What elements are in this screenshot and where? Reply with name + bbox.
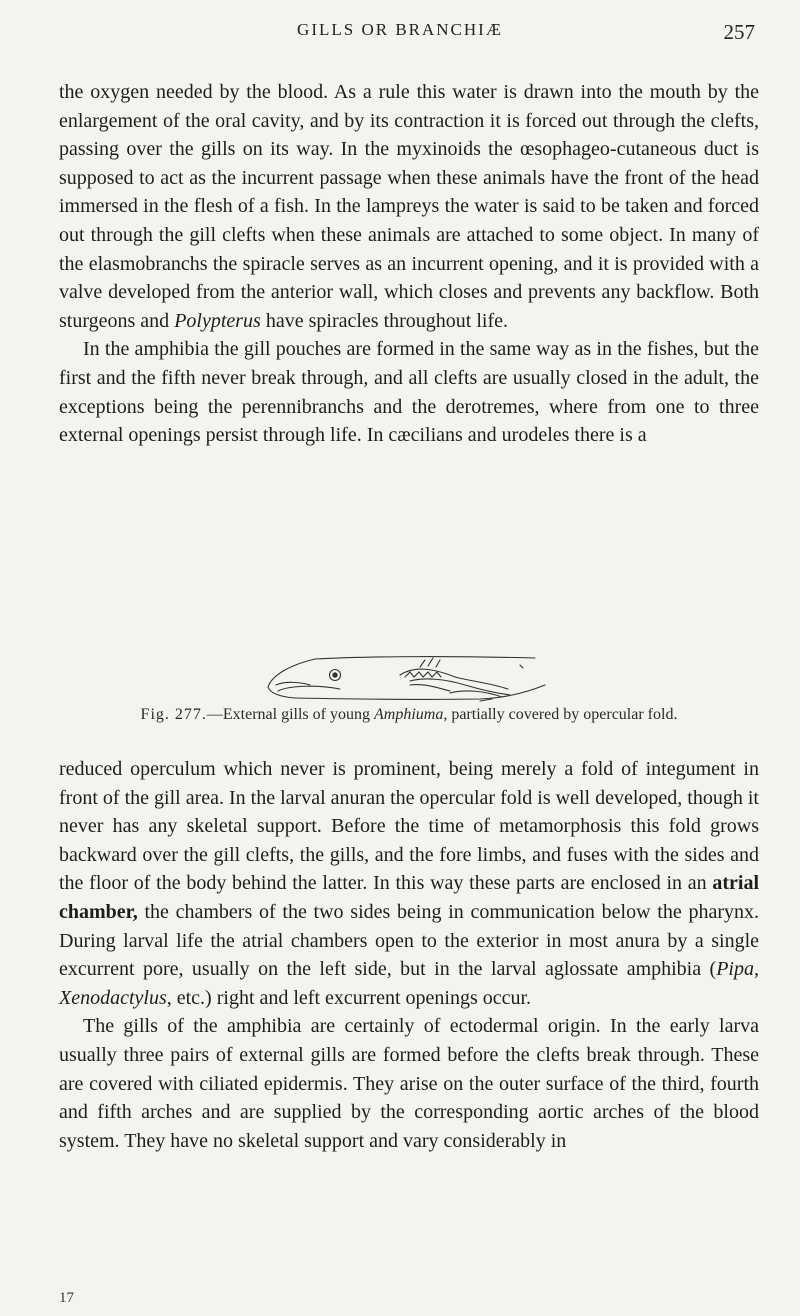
- caption-text: —External gills of young: [206, 706, 374, 723]
- gill-lower-edge: [410, 679, 510, 695]
- figure-caption: [59, 706, 759, 724]
- paragraph-amphibia-gill-pouches: In the amphibia the gill pouches are formed in the same way as in the fishes, but the first and the fifth never break through, and all clefts are usually closed in the adult, the exceptions being the perennibranchs and the derotremes, where from one to three external openings persist through life. In cæcilians and urodeles there is a: [59, 338, 759, 447]
- genus-name-italic: Polypterus: [174, 309, 261, 332]
- paragraph-text: have spiracles throughout life.: [260, 309, 508, 332]
- body-mark: [520, 665, 523, 668]
- eye: [330, 670, 341, 681]
- paragraph-text: , etc.) right and left excurrent openings occur.: [166, 986, 532, 1009]
- head-snout-outline: [268, 659, 315, 698]
- running-title: GILLS OR BRANCHIÆ: [297, 20, 503, 39]
- caption-genus-italic: Amphiuma: [373, 706, 444, 723]
- body-dorsal-outline: [315, 657, 535, 659]
- gill-filament-tufts: [420, 658, 440, 667]
- amphiuma-gills-figure: [250, 655, 550, 705]
- figure-label: Fig. 277.: [140, 706, 207, 723]
- paragraph-gill-origin: The gills of the amphibia are certainly of ectodermal origin. In the early larva usually three pairs of external gills are formed before the clefts break through. These are covered with ciliated epidermis. They arise on the outer surface of the third, fourth and fifth arches and are supplied by the corresponding aortic arches of the blood system. They have no skeletal support and vary considerably in: [59, 1015, 759, 1152]
- genus-name-italic: Pipa: [716, 958, 754, 981]
- gill-filament: [410, 685, 450, 691]
- paragraph-operculum: [59, 755, 759, 1012]
- page-number: 257: [723, 20, 755, 44]
- running-head: [0, 20, 800, 50]
- opercular-fold: [400, 669, 508, 689]
- paragraph-spiracles: [59, 78, 759, 335]
- body-ventral-outline: [295, 685, 545, 699]
- text-block-top: [59, 78, 759, 450]
- paragraph-text: ,: [754, 958, 759, 981]
- mouth-line: [276, 682, 310, 685]
- paragraph-text: reduced operculum which never is prominent, being merely a fold of integument in front of the gill area. In the larval anuran the opercular fold is well developed, though it never has any skeletal support. Before the time of metamorphosis this fold grows backward over the gill clefts, the gills, and the fore limbs, and fuses with the sides and the floor of the body behind the latter. In this way these parts are enclosed in an: [59, 758, 759, 895]
- text-block-bottom: [59, 755, 759, 1155]
- jaw-line: [278, 686, 340, 691]
- term-bold: atrial chamber,: [59, 872, 759, 923]
- caption-text: , partially covered by opercular fold.: [443, 706, 678, 723]
- signature-mark: 17: [59, 1290, 74, 1306]
- gill-filament-fringe: [405, 672, 441, 677]
- genus-name-italic: Xenodactylus: [59, 986, 167, 1009]
- paragraph-text: the oxygen needed by the blood. As a rule this water is drawn into the mouth by the enlargement of the oral cavity, and by its contraction it is forced out through the clefts, passing over the gills on its way. In the myxinoids the œsophageo-cutaneous duct is supposed to act as the incurrent passage when these animals have the front of the head immersed in the flesh of a fish. In the lampreys the water is said to be taken and forced out through the gill clefts when these animals are attached to some object. In many of the elasmobranchs the spiracle serves as an incurrent opening, and it is provided with a valve developed from the anterior wall, which closes and prevents any backflow. Both sturgeons and: [59, 81, 759, 332]
- paragraph-text: the chambers of the two sides being in communication below the pharynx. During larval life the atrial chambers open to the exterior in most anura by a single excurrent pore, usually on the left side, but in the larval aglossate amphibia (: [59, 900, 759, 981]
